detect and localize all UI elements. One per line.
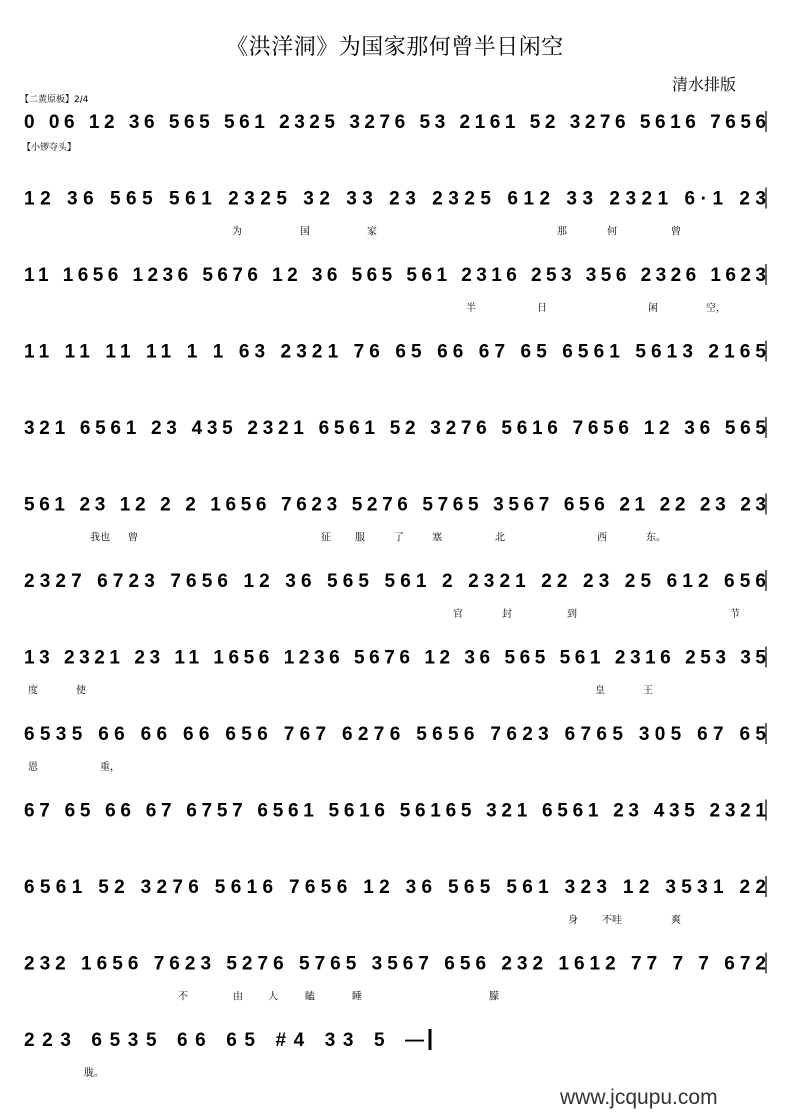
- lyric-syllable: 那: [557, 226, 567, 238]
- lyric-syllable: 曾: [128, 532, 138, 544]
- lyric-syllable: 家: [367, 226, 377, 238]
- notation-line: 12 36 565 561 2325 32 33 23 2325 612 33 2321 6·1 23: [24, 188, 766, 210]
- notation-line: 6535 66 66 66 656 767 6276 5656 7623 6765 305 67 65: [24, 724, 766, 745]
- lyric-syllable: 度: [28, 685, 38, 697]
- lyric-syllable: 恩: [28, 762, 38, 773]
- lyric-syllable: 北: [495, 532, 505, 544]
- lyric-syllable: 瞌: [305, 991, 315, 1003]
- notation-line: 67 65 66 67 6757 6561 5616 56165 321 6561 23 435 2321: [24, 800, 767, 822]
- notation-line: 2327 6723 7656 12 36 565 561 2 2321 22 23 25 612 656: [24, 571, 766, 592]
- notation-line: 0 06 12 36 565 561 2325 3276 53 2161 52 3276 5616 7656: [24, 112, 766, 133]
- page-title: 《洪洋洞》为国家那何曾半日闲空: [226, 35, 564, 60]
- lyric-syllable: 服: [355, 532, 365, 544]
- lyric-syllable: 重，: [100, 762, 120, 773]
- lyric-syllable: 睡: [352, 991, 362, 1003]
- section-label: 【小锣夺头】: [22, 143, 77, 153]
- notation-line: 6561 52 3276 5616 7656 12 36 565 561 323 12 3531 22: [24, 877, 766, 898]
- lyric-syllable: 节: [730, 609, 740, 620]
- lyric-syllable: 曾: [671, 226, 681, 238]
- lyric-syllable: 使: [76, 685, 86, 697]
- notation-line: 11 1656 1236 5676 12 36 565 561 2316 253 356 2326 1623: [24, 265, 766, 286]
- lyric-syllable: 闲: [648, 303, 658, 314]
- lyric-syllable: 到: [567, 609, 577, 620]
- lyric-syllable: 人: [268, 991, 278, 1003]
- lyric-syllable: 国: [300, 226, 310, 238]
- tempo-label: 【二黄原板】2/4: [20, 95, 89, 105]
- lyric-syllable: 东。: [646, 532, 666, 544]
- lyric-syllable: 征: [321, 532, 331, 544]
- notation-line: 223 6535 66 65 #4 33 5 —: [24, 1030, 424, 1051]
- notation-line: 11 11 11 11 1 1 63 2321 76 65 66 67 65 6561 5613 2165: [24, 341, 767, 363]
- lyric-syllable: 王: [643, 685, 653, 697]
- lyric-syllable: 塞: [432, 532, 442, 544]
- lyric-syllable: 不: [178, 991, 188, 1003]
- lyric-syllable: 为: [232, 226, 242, 238]
- lyric-syllable: 何: [607, 226, 617, 238]
- lyric-syllable: 西: [597, 532, 607, 544]
- watermark: www.jcqupu.com: [560, 1086, 718, 1109]
- lyric-syllable: 了: [394, 532, 404, 544]
- lyric-syllable: 官: [453, 609, 463, 620]
- lyric-syllable: 我也: [90, 532, 110, 544]
- notation-line: 321 6561 23 435 2321 6561 52 3276 5616 7656 12 36 565: [24, 418, 767, 439]
- lyric-syllable: 空，: [706, 303, 726, 314]
- lyric-syllable: 由: [233, 991, 243, 1003]
- lyric-syllable: 半: [466, 303, 476, 314]
- lyric-syllable: 朦: [489, 991, 499, 1003]
- lyric-syllable: 不哇: [602, 915, 622, 926]
- lyric-syllable: 胧。: [84, 1068, 104, 1079]
- notation-line: 13 2321 23 11 1656 1236 5676 12 36 565 561 2316 253 35: [24, 647, 767, 669]
- lyric-syllable: 身: [568, 915, 578, 926]
- notation-line: 561 23 12 2 2 1656 7623 5276 5765 3567 656 21 22 23 23: [24, 494, 766, 516]
- credit-text: 清水排版: [672, 75, 737, 94]
- notation-line: 232 1656 7623 5276 5765 3567 656 232 1612 77 7 7 672: [24, 953, 766, 975]
- lyric-syllable: 封: [502, 609, 512, 620]
- lyric-syllable: 日: [537, 303, 547, 314]
- lyric-syllable: 皇: [595, 685, 605, 697]
- lyric-syllable: 爽: [671, 915, 681, 926]
